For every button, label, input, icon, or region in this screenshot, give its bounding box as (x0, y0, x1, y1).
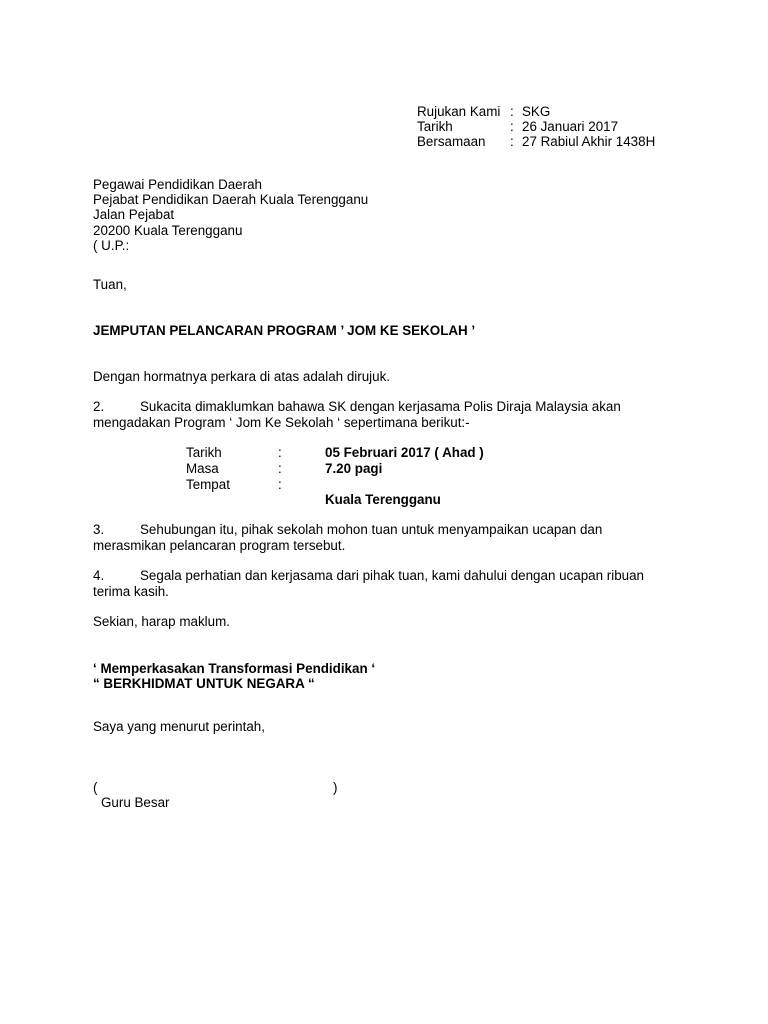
event-time-label: Masa (186, 461, 219, 476)
reference-label: Rujukan Kami (417, 104, 501, 119)
signature-close-paren: ) (333, 780, 338, 795)
event-date-value: 05 Februari 2017 ( Ahad ) (325, 445, 484, 460)
paragraph-text: Segala perhatian dan kerjasama dari pihak tuan, kami dahului dengan ucapan ribuan (140, 568, 644, 583)
event-place-label: Tempat (186, 477, 230, 492)
paragraph-3 (93, 522, 674, 554)
paragraph-number: 2. (93, 399, 105, 414)
paragraph-text: merasmikan pelancaran program tersebut. (93, 538, 346, 553)
event-time-value: 7.20 pagi (325, 461, 383, 476)
opening-line: Dengan hormatnya perkara di atas adalah dirujuk. (93, 369, 391, 384)
paragraph-text: terima kasih. (93, 584, 169, 599)
event-date-colon: : (278, 445, 282, 460)
recipient-line: Pejabat Pendidikan Daerah Kuala Terengganu (93, 192, 369, 207)
closing-line: Sekian, harap maklum. (93, 614, 230, 629)
signature-open-paren: ( (93, 780, 98, 795)
paragraph-number: 4. (93, 568, 105, 583)
event-place-colon: : (278, 477, 282, 492)
event-date-label: Tarikh (186, 445, 222, 460)
motto-line-2: “ BERKHIDMAT UNTUK NEGARA “ (93, 676, 315, 691)
letter-subject: JEMPUTAN PELANCARAN PROGRAM ’ JOM KE SEKOLAH ’ (93, 323, 476, 338)
recipient-line: ( U.P.: (93, 238, 130, 253)
recipient-line: 20200 Kuala Terengganu (93, 223, 243, 238)
event-place-value: Kuala Terengganu (325, 492, 441, 507)
paragraph-text: mengadakan Program ‘ Jom Ke Sekolah ‘ sepertimana berikut:- (93, 415, 470, 430)
paragraph-text: Sukacita dimaklumkan bahawa SK dengan kerjasama Polis Diraja Malaysia akan (140, 399, 621, 414)
salutation: Tuan, (93, 277, 127, 292)
paragraph-text: Sehubungan itu, pihak sekolah mohon tuan untuk menyampaikan ucapan dan (140, 522, 603, 537)
event-time-colon: : (278, 461, 282, 476)
signatory-title: Guru Besar (101, 795, 170, 810)
date-value: 26 Januari 2017 (522, 119, 619, 134)
paragraph-4 (93, 568, 674, 600)
recipient-line: Pegawai Pendidikan Daerah (93, 177, 262, 192)
reference-colon: : (510, 104, 514, 119)
hijri-date-colon: : (510, 134, 514, 149)
date-label: Tarikh (417, 119, 453, 134)
paragraph-2 (93, 399, 674, 431)
motto-line-1: ‘ Memperkasakan Transformasi Pendidikan ‘ (93, 661, 376, 676)
hijri-date-label: Bersamaan (417, 134, 486, 149)
recipient-line: Jalan Pejabat (93, 207, 175, 222)
reference-value: SKG (522, 104, 551, 119)
hijri-date-value: 27 Rabiul Akhir 1438H (522, 134, 656, 149)
signoff-line: Saya yang menurut perintah, (93, 719, 265, 734)
date-colon: : (510, 119, 514, 134)
paragraph-number: 3. (93, 522, 105, 537)
